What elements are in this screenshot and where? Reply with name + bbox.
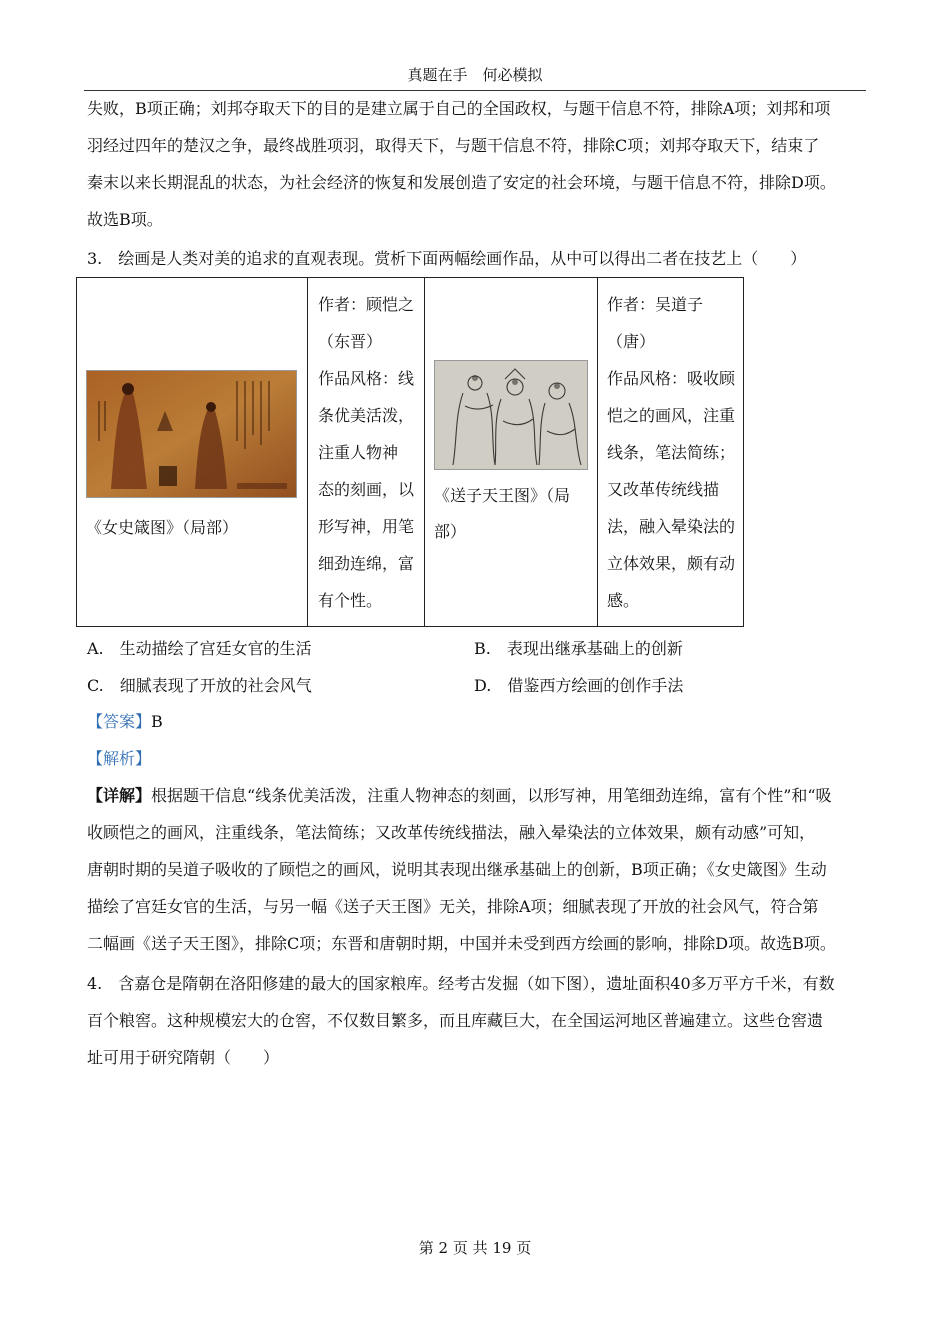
answer-label: 【答案】 <box>87 712 152 731</box>
text-line: 秦末以来长期混乱的状态，为社会经济的恢复和发展创造了安定的社会环境，与题干信息不符，排除D项。 <box>87 173 836 192</box>
option-b: B. 表现出继承基础上的创新 <box>474 639 683 658</box>
info-line: 条优美活泼， <box>318 405 415 425</box>
nvshizhen-painting-image <box>86 370 297 498</box>
info-line: 作者：顾恺之 <box>318 294 415 314</box>
info-line: 态的刻画，以 <box>318 479 415 499</box>
info-line: 有个性。 <box>318 590 383 610</box>
painting1-caption: 《女史箴图》（局部） <box>86 518 239 537</box>
header-title: 真题在手 何必模拟 <box>407 66 543 84</box>
text-line: 羽经过四年的楚汉之争，最终战胜项羽，取得天下，与题干信息不符，排除C项；刘邦夺取天下，结束了 <box>87 136 820 155</box>
previous-explanation <box>87 90 867 238</box>
info-line: 法，融入晕染法的 <box>607 516 736 536</box>
info-line: 立体效果，颇有动 <box>607 553 736 573</box>
painting2-cell <box>425 278 598 627</box>
detail-explanation <box>87 777 867 962</box>
detail-line: 唐朝时期的吴道子吸收的了顾恺之的画风，说明其表现出继承基础上的创新，B项正确；《女史箴图》生动 <box>87 860 827 879</box>
text-line: 失败，B项正确；刘邦夺取天下的目的是建立属于自己的全国政权，与题干信息不符，排除A项；刘邦和项 <box>87 99 831 118</box>
caption-line: 《送子天王图》（局 <box>434 486 571 505</box>
info-line: 又改革传统线描 <box>607 479 720 499</box>
question-4-line: 址可用于研究隋朝（ ） <box>87 1048 280 1067</box>
painting2-info <box>598 281 743 624</box>
answer <box>87 703 163 740</box>
info-line: 注重人物神 <box>318 442 399 462</box>
question-4 <box>87 965 867 1076</box>
detail-line: 收顾恺之的画风，注重线条，笔法简练；又改革传统线描法，融入晕染法的立体效果，颇有动感”可知， <box>87 823 816 842</box>
info-line: （东晋） <box>318 331 383 351</box>
caption-line: 部） <box>434 522 467 541</box>
painting2-caption <box>434 478 570 550</box>
question-3-stem <box>87 240 867 277</box>
songzi-tianwang-painting-image <box>434 360 588 470</box>
info-line: 细劲连绵，富 <box>318 553 415 573</box>
question-3-text: 3. 绘画是人类对美的追求的直观表现。赏析下面两幅绘画作品，从中可以得出二者在技艺上（ ） <box>87 249 807 268</box>
answer-value: B <box>151 712 163 731</box>
option-a: A. 生动描绘了宫廷女官的生活 <box>87 639 312 658</box>
info-line: 形写神，用笔 <box>318 516 415 536</box>
info-line: 恺之的画风，注重 <box>607 405 736 425</box>
detail-label: 【详解】 <box>87 786 152 805</box>
painting2-info-cell <box>598 278 744 627</box>
option-d: D. 借鉴西方绘画的创作手法 <box>474 676 684 695</box>
detail-line <box>87 777 867 814</box>
question-4-line: 百个粮窖。这种规模宏大的仓窖，不仅数目繁多，而且库藏巨大，在全国运河地区普遍建立。这些仓窖遗 <box>87 1011 824 1030</box>
detail-line: 描绘了宫廷女官的生活，与另一幅《送子天王图》无关，排除A项；细腻表现了开放的社会风气，符合第 <box>87 897 819 916</box>
text-line: 故选B项。 <box>87 210 163 229</box>
detail-line: 二幅画《送子天王图》，排除C项；东晋和唐朝时期，中国并未受到西方绘画的影响，排除D项。故选B项。 <box>87 934 836 953</box>
info-line: 作者：吴道子（唐） <box>607 294 704 351</box>
detail-text: 根据题干信息“线条优美活泼，注重人物神态的刻画，以形写神，用笔细劲连绵，富有个性”和“吸 <box>151 786 832 805</box>
page-header <box>84 64 866 91</box>
info-line: 作品风格：吸收顾 <box>607 368 736 388</box>
info-line: 线条，笔法简练； <box>607 442 736 462</box>
painting1-cell <box>77 278 308 627</box>
analysis-label <box>87 740 151 777</box>
info-line: 感。 <box>607 590 640 610</box>
painting-table <box>76 277 744 627</box>
painting1-info <box>308 281 424 624</box>
painting1-info-cell <box>308 278 425 627</box>
info-line: 作品风格：线 <box>318 368 415 388</box>
option-c: C. 细腻表现了开放的社会风气 <box>87 676 312 695</box>
page-number: 第 2 页 共 19 页 <box>418 1239 532 1257</box>
analysis-label-text: 【解析】 <box>87 749 152 768</box>
page-footer <box>0 1237 950 1258</box>
question-4-line: 4. 含嘉仓是隋朝在洛阳修建的最大的国家粮库。经考古发掘（如下图），遗址面积40多万平方千米，有数 <box>87 974 835 993</box>
